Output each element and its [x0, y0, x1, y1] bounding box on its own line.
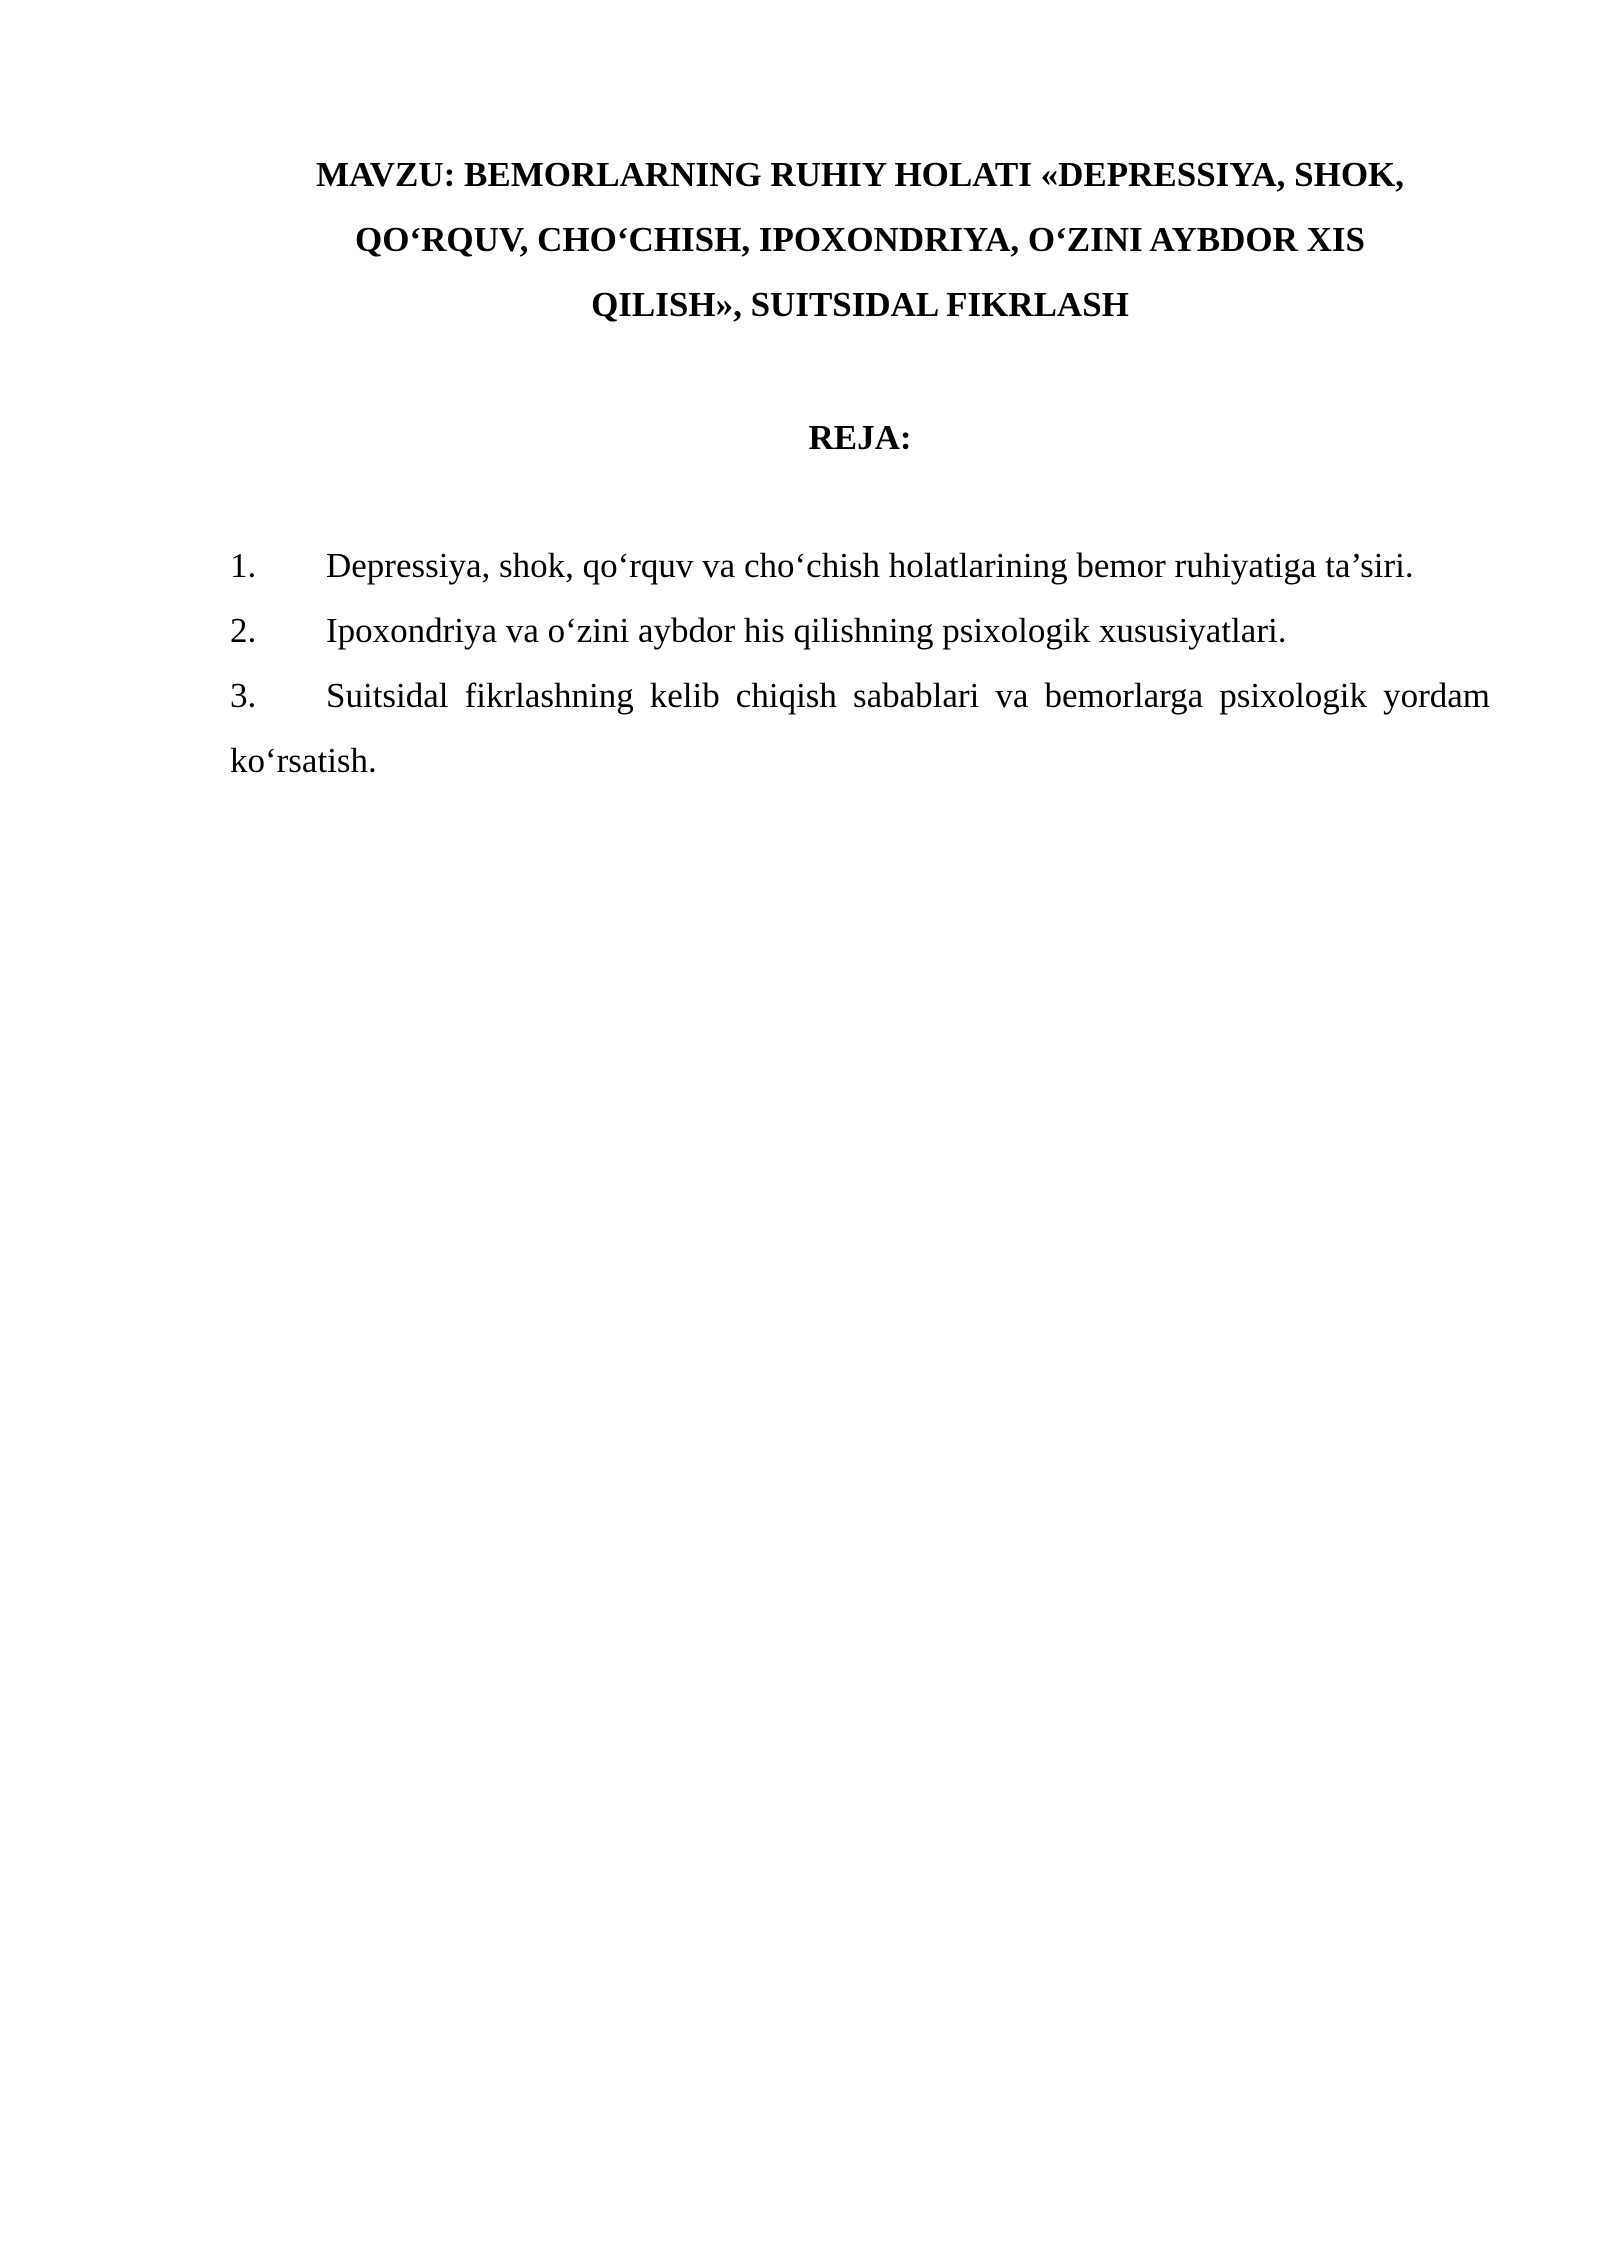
plan-list — [230, 533, 1490, 793]
title-line-1: MAVZU: BEMORLARNING RUHIY HOLATI «DEPRESSIYA, SHOK, — [315, 155, 1405, 194]
plan-item-text: Ipoxondriya va o‘zini aybdor his qilishning psixologik xususiyatlari. — [326, 611, 1287, 650]
plan-item-number: 2. — [230, 611, 257, 650]
plan-item-number: 1. — [230, 546, 257, 585]
title-line-2: QO‘RQUV, CHO‘CHISH, IPOXONDRIYA, O‘ZINI AYBDOR XIS — [355, 220, 1365, 259]
plan-item-text: Depressiya, shok, qo‘rquv va cho‘chish holatlarining bemor ruhiyatiga ta’siri. — [326, 546, 1414, 585]
plan-heading: REJA: — [808, 418, 912, 457]
plan-item-3 — [230, 663, 1490, 793]
plan-item-2 — [230, 598, 1490, 663]
plan-item-number: 3. — [230, 676, 257, 715]
plan-item-1 — [230, 533, 1490, 598]
plan-item-text: Suitsidal fikrlashning kelib chiqish sabablari va bemorlarga psixologik yordam ko‘rsatish. — [230, 676, 1490, 780]
title-line-3: QILISH», SUITSIDAL FIKRLASH — [591, 285, 1129, 324]
document-title — [230, 142, 1490, 337]
